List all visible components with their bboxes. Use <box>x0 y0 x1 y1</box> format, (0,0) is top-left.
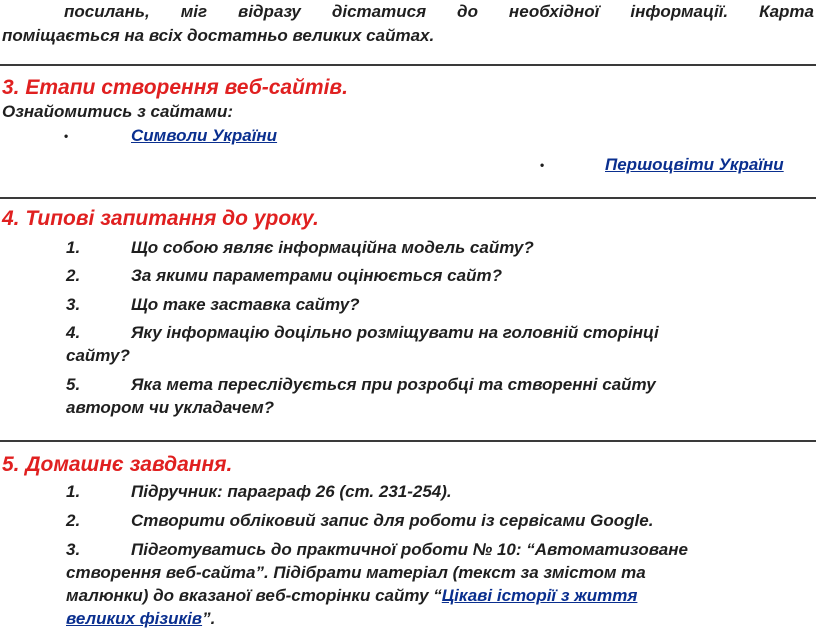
task-continuation <box>66 609 215 629</box>
task-continuation: створення веб-сайта”. Підібрати матеріал (текст за змістом та <box>66 563 646 582</box>
bullet-icon: • <box>64 129 69 143</box>
question-number: 5. <box>66 375 81 394</box>
section-3-heading: 3. Етапи створення веб-сайтів. <box>2 76 348 99</box>
task-item <box>0 511 816 531</box>
link-interesting-stories[interactable]: Цікаві історії з життя <box>441 586 638 605</box>
section-3-subheading: Ознайомитись з сайтами: <box>2 102 234 121</box>
question-item <box>0 323 816 343</box>
question-number: 4. <box>66 323 81 342</box>
question-item <box>0 238 816 258</box>
link-interesting-stories-cont[interactable]: великих фізиків <box>66 609 203 628</box>
question-item <box>0 266 816 286</box>
question-number: 2. <box>66 266 81 285</box>
question-text: За якими параметрами оцінюється сайт? <box>131 266 502 285</box>
task-number: 3. <box>66 540 81 559</box>
task-item <box>0 540 816 560</box>
task-number: 2. <box>66 511 81 530</box>
question-number: 1. <box>66 238 81 257</box>
section-divider <box>0 64 816 66</box>
task-text: Підручник: параграф 26 (ст. 231-254). <box>131 482 452 501</box>
question-item <box>0 375 816 395</box>
task-item <box>0 482 816 502</box>
intro-line-1: посилань, міг відразу дістатися до необхідної інформації. Карта <box>64 2 814 21</box>
section-5-heading: 5. Домашнє завдання. <box>2 453 233 476</box>
bullet-icon: • <box>540 158 545 172</box>
task-number: 1. <box>66 482 81 501</box>
task-text: Підготуватись до практичної роботи № 10: “Автоматизоване <box>131 540 688 559</box>
question-continuation: автором чи укладачем? <box>66 398 275 417</box>
question-continuation: сайту? <box>66 346 130 365</box>
question-number: 3. <box>66 295 81 314</box>
section-divider <box>0 440 816 442</box>
section-divider <box>0 197 816 199</box>
task-text: Створити обліковий запис для роботи із сервісами Google. <box>131 511 654 530</box>
link-first-flowers-of-ukraine[interactable]: Першоцвіти України <box>605 155 784 174</box>
task-continuation <box>66 586 637 606</box>
question-text: Що собою являє інформаційна модель сайту? <box>131 238 534 257</box>
question-text: Яка мета переслідується при розробці та створенні сайту <box>131 375 656 394</box>
section-4-heading: 4. Типові запитання до уроку. <box>2 207 319 230</box>
task-suffix: ”. <box>202 609 216 628</box>
intro-line-2: поміщається на всіх достатньо великих сайтах. <box>2 26 435 45</box>
task-continuation-text: малюнки) до вказаної веб-сторінки сайту “ <box>66 586 442 605</box>
question-text: Що таке заставка сайту? <box>131 295 360 314</box>
question-item <box>0 295 816 315</box>
question-text: Яку інформацію доцільно розміщувати на головній сторінці <box>131 323 659 342</box>
link-symbols-of-ukraine[interactable]: Символи України <box>131 126 278 145</box>
